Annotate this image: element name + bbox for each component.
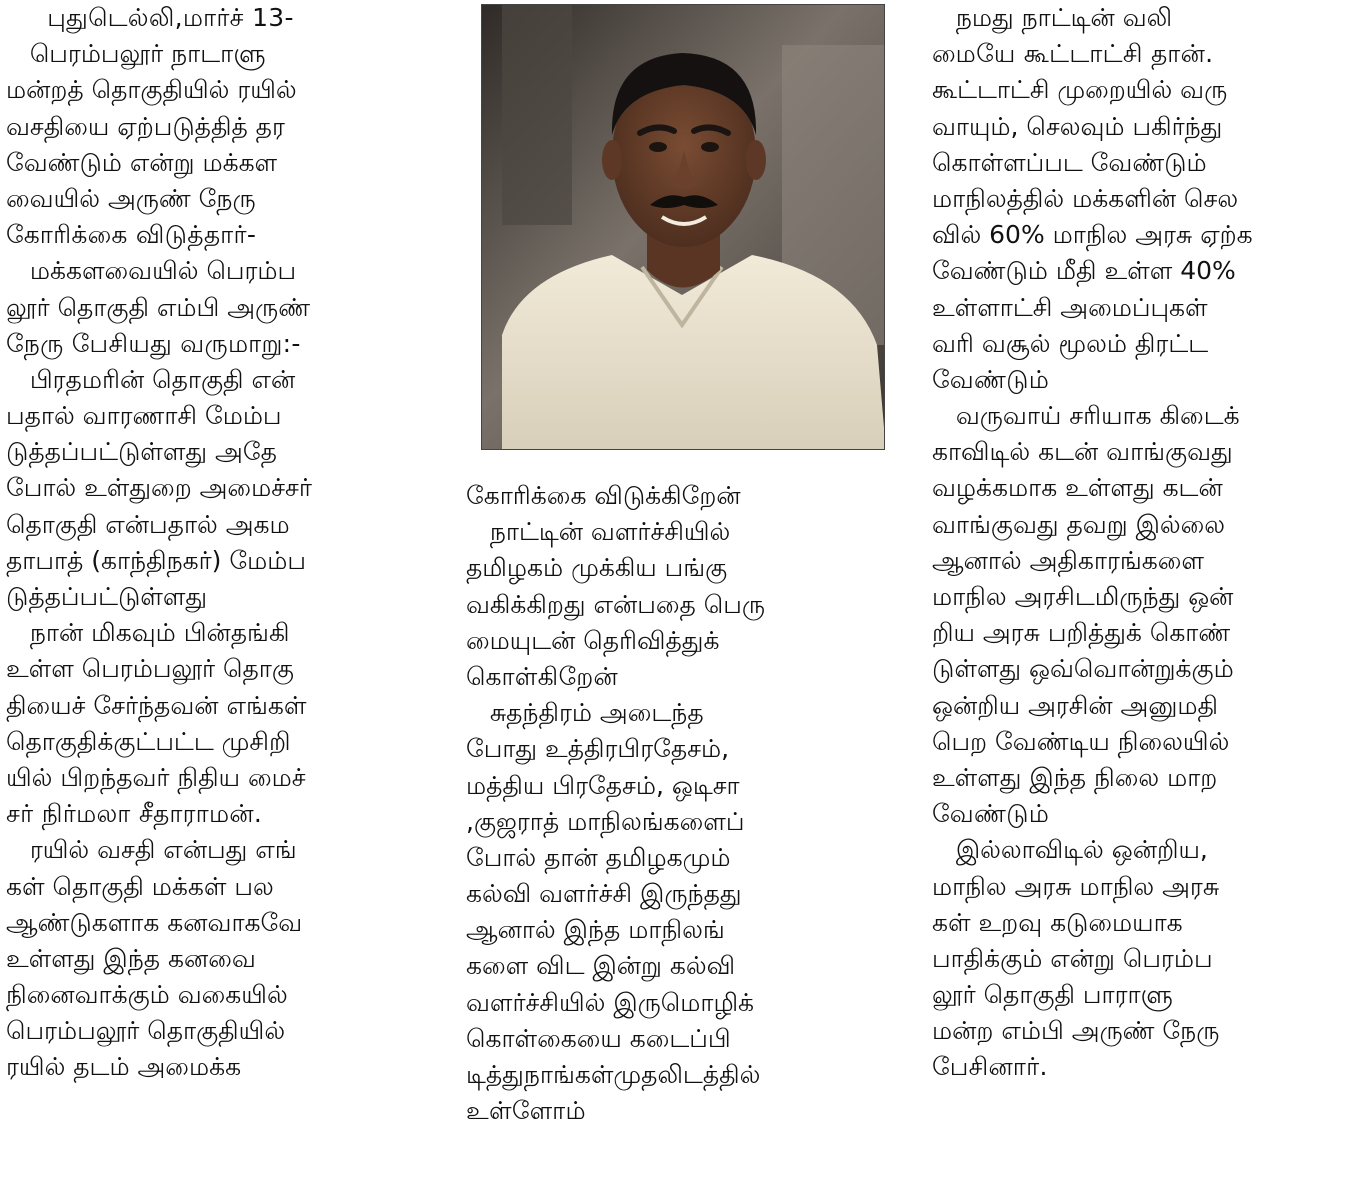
text-line: டித்துநாங்கள்முதலிடத்தில் bbox=[466, 1060, 761, 1089]
text-line: டுத்தப்பட்டுள்ளது அதே bbox=[6, 437, 277, 467]
text-line: கள் தொகுதி மக்கள் பல bbox=[6, 871, 274, 901]
text-line: வசதியை ஏற்படுத்தித் தர bbox=[6, 111, 285, 141]
text-line: ஆனால் இந்த மாநிலங் bbox=[466, 915, 725, 945]
text-line: ரயில் தடம் அமைக்க bbox=[6, 1052, 242, 1082]
text-line: தாபாத் (காந்திநகர்) மேம்ப bbox=[6, 545, 306, 575]
text-line: களை விட இன்று கல்வி bbox=[466, 951, 736, 981]
text-line: கல்வி வளர்ச்சி இருந்தது bbox=[466, 879, 742, 909]
text-line: போது உத்திரபிரதேசம், bbox=[466, 734, 730, 764]
text-line: வேண்டும் மீதி உள்ள 40% bbox=[932, 256, 1236, 286]
text-line: பதால் வாரணாசி மேம்ப bbox=[6, 401, 282, 431]
text-line: தொகுதிக்குட்பட்ட முசிறி bbox=[6, 726, 291, 756]
article-column-right bbox=[932, 0, 1364, 1086]
text-line: நமது நாட்டின் வலி bbox=[932, 3, 1173, 32]
text-line: மையுடன் தெரிவித்துக் bbox=[466, 625, 720, 655]
text-line: கொள்கிறேன் bbox=[466, 661, 619, 691]
text-line: வழக்கமாக உள்ளது கடன் bbox=[932, 473, 1223, 503]
text-line: பாதிக்கும் என்று பெரம்ப bbox=[932, 943, 1213, 973]
text-line: இல்லாவிடில் ஒன்றிய, bbox=[932, 835, 1208, 865]
text-line: மையே கூட்டாட்சி தான். bbox=[932, 39, 1214, 69]
text-line: வையில் அருண் நேரு bbox=[6, 183, 256, 213]
portrait-illustration bbox=[482, 5, 885, 450]
text-line: பெரம்பலூர் தொகுதியில் bbox=[6, 1016, 286, 1046]
text-line: உள்ளோம் bbox=[466, 1096, 586, 1126]
text-line: புதுடெல்லி,மார்ச் 13- bbox=[6, 3, 294, 32]
text-line: மாநில அரசிடமிருந்து ஒன் bbox=[932, 582, 1234, 611]
text-line: நினைவாக்கும் வகையில் bbox=[6, 980, 288, 1010]
text-line: மத்திய பிரதேசம், ஒடிசா bbox=[466, 770, 740, 800]
text-line: கொள்ளப்பட வேண்டும் bbox=[932, 147, 1207, 177]
text-line: வாயும், செலவும் பகிர்ந்து bbox=[932, 111, 1223, 141]
text-line: யில் பிறந்தவர் நிதிய மைச் bbox=[6, 762, 306, 792]
text-line: ஆனால் அதிகாரங்களை bbox=[932, 545, 1204, 575]
text-line: கோரிக்கை விடுக்கிறேன் bbox=[466, 481, 741, 510]
text-line: டுத்தப்பட்டுள்ளது bbox=[6, 582, 208, 611]
text-line: வேண்டும் என்று மக்கள bbox=[6, 147, 278, 177]
text-line: டுள்ளது ஒவ்வொன்றுக்கும் bbox=[932, 654, 1234, 684]
article-column-left bbox=[6, 0, 442, 1086]
text-line: நேரு பேசியது வருமாறு:- bbox=[6, 328, 301, 358]
text-line: காவிடில் கடன் வாங்குவது bbox=[932, 437, 1233, 467]
text-line: உள்ள பெரம்பலூர் தொகு bbox=[6, 654, 294, 684]
text-line: போல் உள்துறை அமைச்சர் bbox=[6, 473, 312, 503]
text-line: வகிக்கிறது என்பதை பெரு bbox=[466, 589, 765, 619]
text-line: சர் நிர்மலா சீதாராமன். bbox=[6, 799, 263, 829]
text-line: உள்ளது இந்த நிலை மாற bbox=[932, 762, 1218, 792]
text-line: பெரம்பலூர் நாடாளு bbox=[6, 39, 266, 69]
text-line: பெற வேண்டிய நிலையில் bbox=[932, 726, 1230, 756]
text-line: கொள்கையை கடைப்பி bbox=[466, 1023, 731, 1053]
text-line: பேசினார். bbox=[932, 1052, 1048, 1082]
article-column-middle bbox=[466, 478, 904, 1129]
text-line: உள்ளது இந்த கனவை bbox=[6, 943, 256, 973]
text-line: தமிழகம் முக்கிய பங்கு bbox=[466, 553, 728, 583]
text-line: லூர் தொகுதி பாராளு bbox=[932, 980, 1173, 1010]
text-line: நான் மிகவும் பின்தங்கி bbox=[6, 618, 290, 648]
text-line: மாநில அரசு மாநில அரசு bbox=[932, 871, 1220, 901]
text-line: நாட்டின் வளர்ச்சியில் bbox=[466, 517, 731, 547]
text-line: ஆண்டுகளாக கனவாகவே bbox=[6, 907, 303, 937]
text-line: ஒன்றிய அரசின் அனுமதி bbox=[932, 690, 1218, 720]
text-line: மன்றத் தொகுதியில் ரயில் bbox=[6, 75, 297, 105]
text-line: வேண்டும் bbox=[932, 799, 1050, 829]
text-line: கள் உறவு கடுமையாக bbox=[932, 907, 1183, 937]
text-line: தியைச் சேர்ந்தவன் எங்கள் bbox=[6, 690, 307, 720]
text-line: ரயில் வசதி என்பது எங் bbox=[6, 835, 297, 865]
text-line: வாங்குவது தவறு இல்லை bbox=[932, 509, 1226, 539]
text-line: தொகுதி என்பதால் அகம bbox=[6, 509, 290, 539]
text-line: போல் தான் தமிழகமும் bbox=[466, 842, 731, 872]
text-line: வரி வசூல் மூலம் திரட்ட bbox=[932, 328, 1209, 358]
text-line: வருவாய் சரியாக கிடைக் bbox=[932, 401, 1240, 431]
text-line: வில் 60% மாநில அரசு ஏற்க bbox=[932, 220, 1253, 250]
text-line: சுதந்திரம் அடைந்த bbox=[466, 698, 704, 728]
text-line: வேண்டும் bbox=[932, 364, 1050, 394]
text-line: கூட்டாட்சி முறையில் வரு bbox=[932, 75, 1228, 105]
portrait-photo bbox=[481, 4, 885, 450]
text-line: உள்ளாட்சி அமைப்புகள் bbox=[932, 292, 1208, 322]
text-line: லூர் தொகுதி எம்பி அருண் bbox=[6, 292, 311, 322]
text-line: வளர்ச்சியில் இருமொழிக் bbox=[466, 987, 755, 1017]
text-line: மக்களவையில் பெரம்ப bbox=[6, 256, 297, 286]
text-line: றிய அரசு பறித்துக் கொண் bbox=[932, 618, 1231, 648]
text-line: ,குஜராத் மாநிலங்களைப் bbox=[466, 806, 745, 836]
text-line: பிரதமரின் தொகுதி என் bbox=[6, 364, 296, 394]
text-line: கோரிக்கை விடுத்தார்- bbox=[6, 220, 257, 250]
text-line: மன்ற எம்பி அருண் நேரு bbox=[932, 1016, 1220, 1046]
text-line: மாநிலத்தில் மக்களின் செல bbox=[932, 183, 1239, 213]
